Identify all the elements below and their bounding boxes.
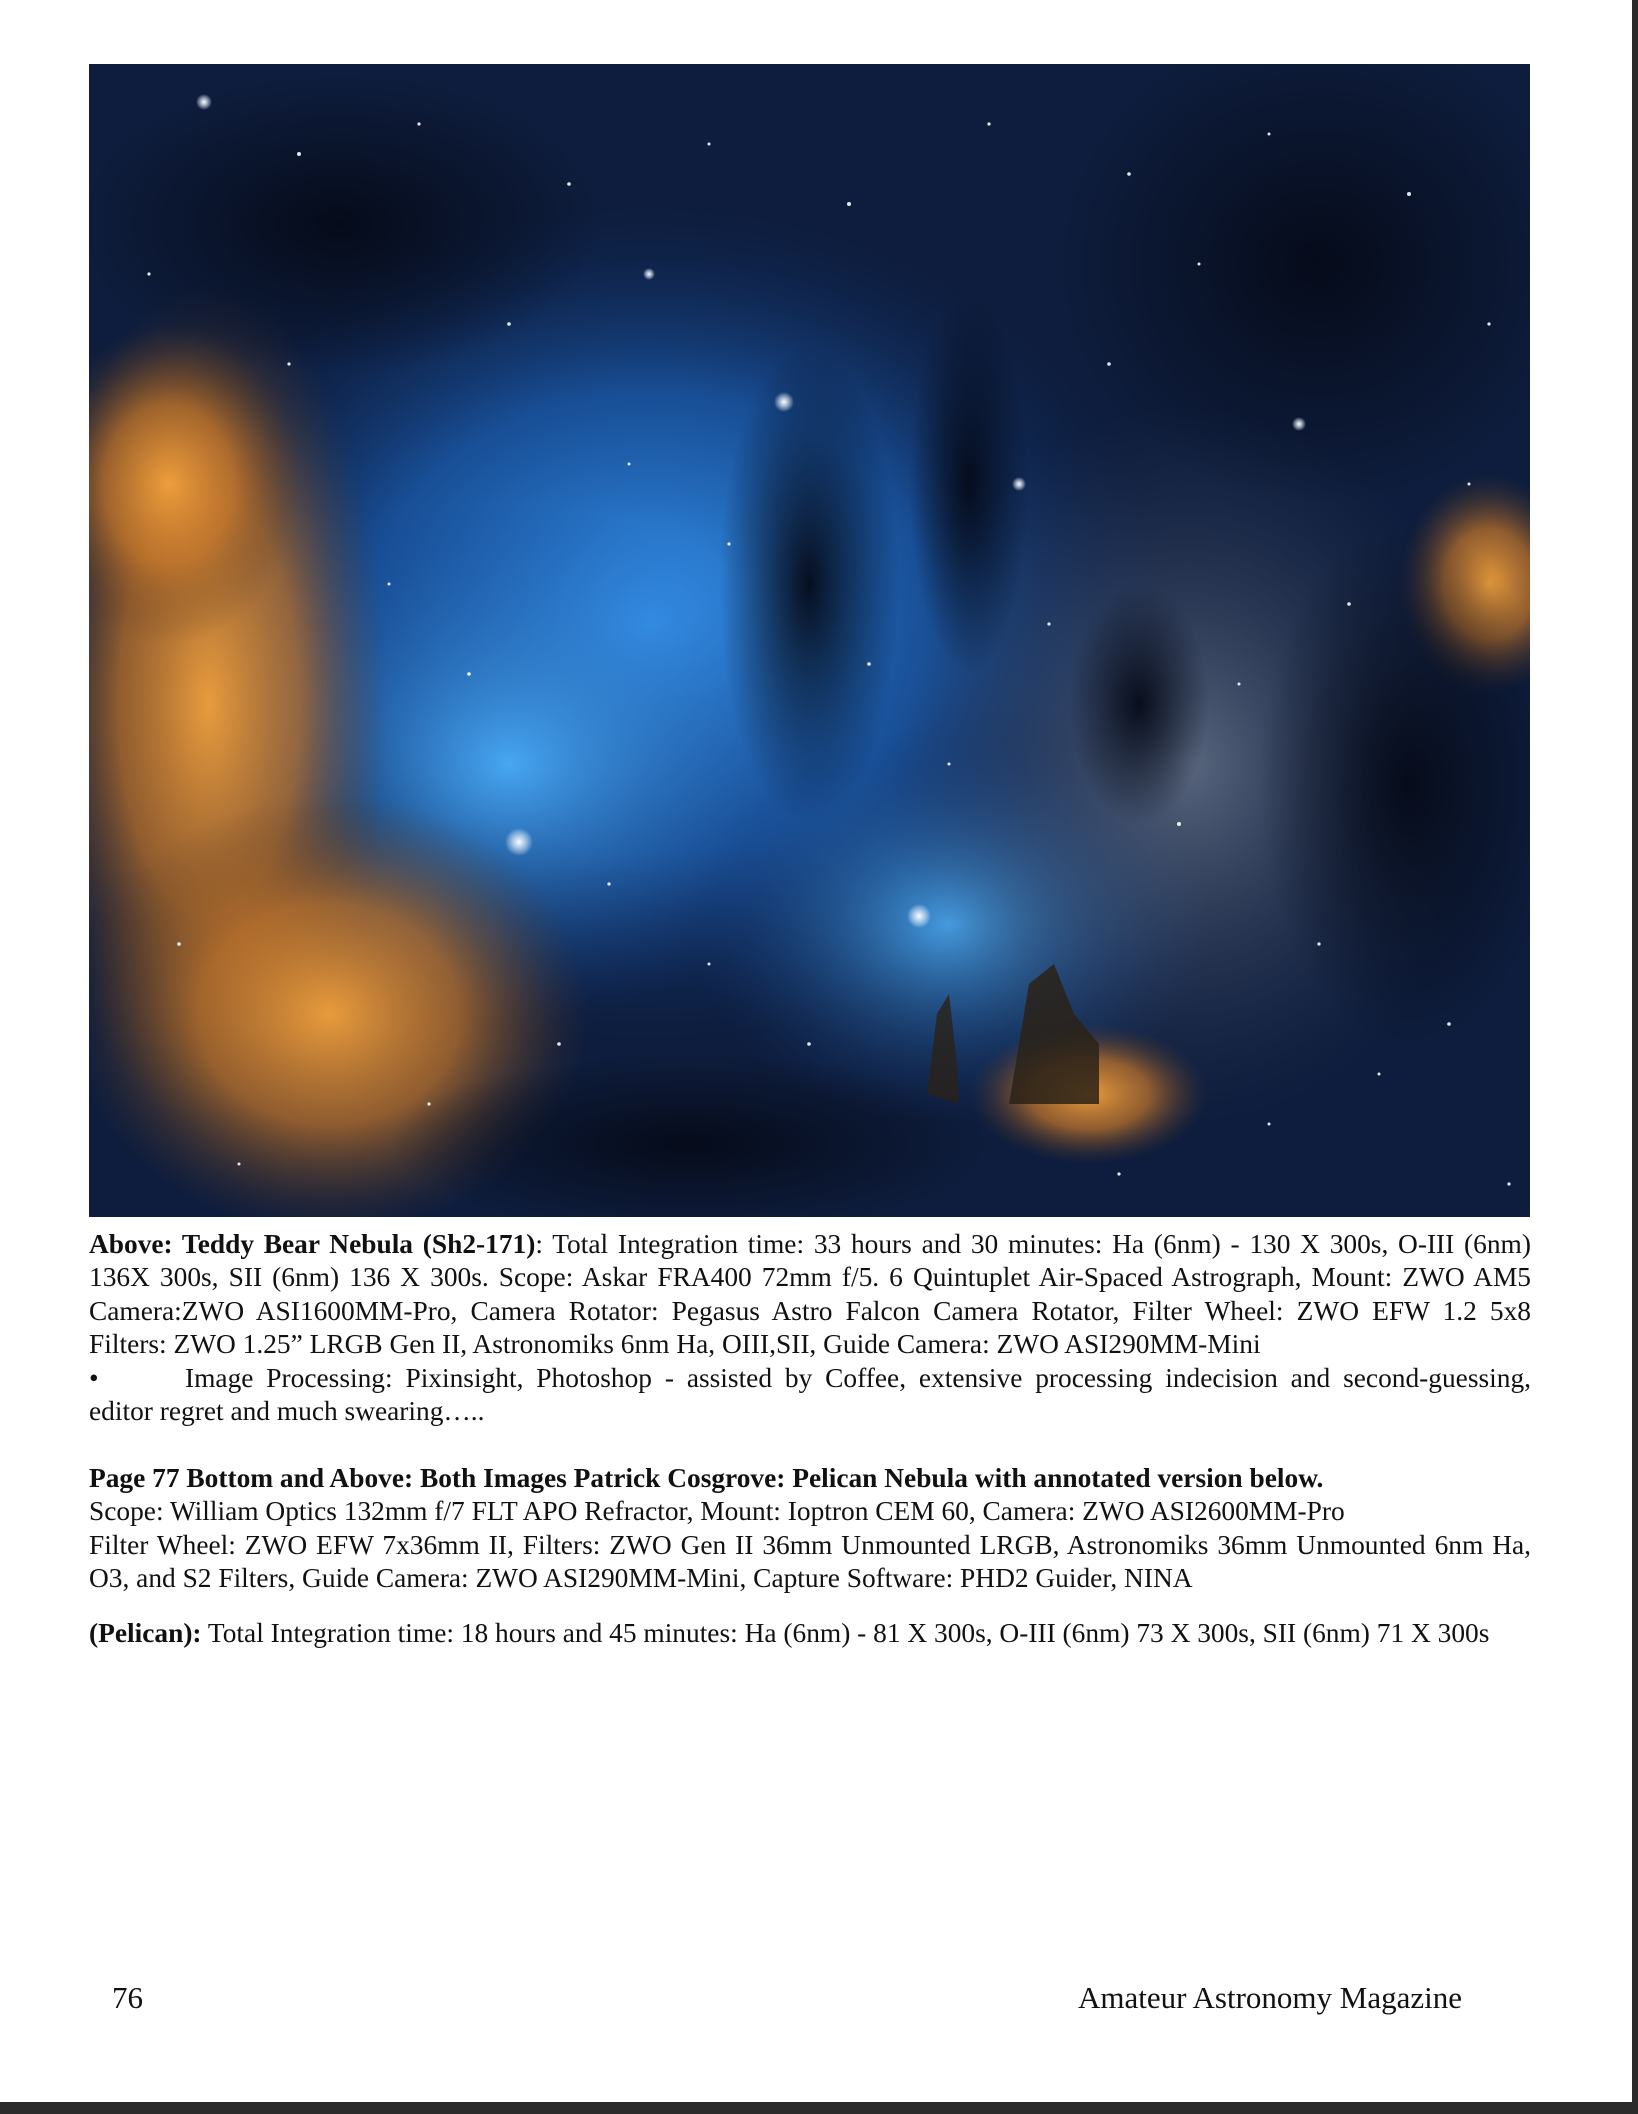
caption-line: Camera:ZWO ASI1600MM-Pro, Camera Rotator: Pegasus Astro Falcon Camera Rotator, Filter Wheel: ZWO EFW 1.2 5x8	[89, 1295, 1531, 1326]
caption-line: (Pelican): Total Integration time: 18 hours and 45 minutes: Ha (6nm) - 81 X 300s, O-III (6nm) 73 X 300s, SII (6nm) 71 X 300s	[89, 1618, 1490, 1648]
nebula-image	[89, 64, 1530, 1217]
caption-line: Filter Wheel: ZWO EFW 7x36mm II, Filters: ZWO Gen II 36mm Unmounted LRGB, Astronomiks 36mm Unmounted 6nm Ha,	[89, 1529, 1531, 1560]
magazine-title: Amateur Astronomy Magazine	[1078, 1980, 1462, 2015]
caption-line: Scope: William Optics 132mm f/7 FLT APO Refractor, Mount: Ioptron CEM 60, Camera: ZWO ASI2600MM-Pro	[89, 1496, 1345, 1527]
caption-line: editor regret and much swearing…..	[89, 1396, 485, 1427]
bullet-text: Image Processing: Pixinsight, Photoshop - assisted by Coffee, extensive processing indecision and second-guessing,	[185, 1362, 1531, 1393]
bullet-dot: •	[89, 1362, 99, 1393]
teddy-bear-caption	[89, 1228, 1531, 1428]
caption-line: O3, and S2 Filters, Guide Camera: ZWO ASI290MM-Mini, Capture Software: PHD2 Guider, NINA	[89, 1563, 1193, 1594]
caption-heading: Page 77 Bottom and Above: Both Images Patrick Cosgrove: Pelican Nebula with annotated version below.	[89, 1463, 1324, 1493]
pelican-integration-caption	[89, 1617, 1531, 1650]
page-number: 76	[112, 1980, 143, 2015]
caption-label: (Pelican):	[89, 1618, 202, 1648]
caption-line: Filters: ZWO 1.25” LRGB Gen II, Astronomiks 6nm Ha, OIII,SII, Guide Camera: ZWO ASI290MM-Mini	[89, 1329, 1261, 1360]
pelican-caption	[89, 1462, 1531, 1596]
processing-bullet	[89, 1362, 1531, 1395]
teddy-bear-nebula-photo	[89, 64, 1530, 1217]
caption-line: 136X 300s, SII (6nm) 136 X 300s. Scope: Askar FRA400 72mm f/5. 6 Quintuplet Air-Spaced Astrograph, Mount: ZWO AM5	[89, 1262, 1531, 1293]
caption-line: Above: Teddy Bear Nebula (Sh2-171): Total Integration time: 33 hours and 30 minutes: Ha (6nm) - 130 X 300s, O-III (6nm)	[89, 1229, 1531, 1259]
caption-heading: Above: Teddy Bear Nebula (Sh2-171)	[89, 1229, 536, 1259]
